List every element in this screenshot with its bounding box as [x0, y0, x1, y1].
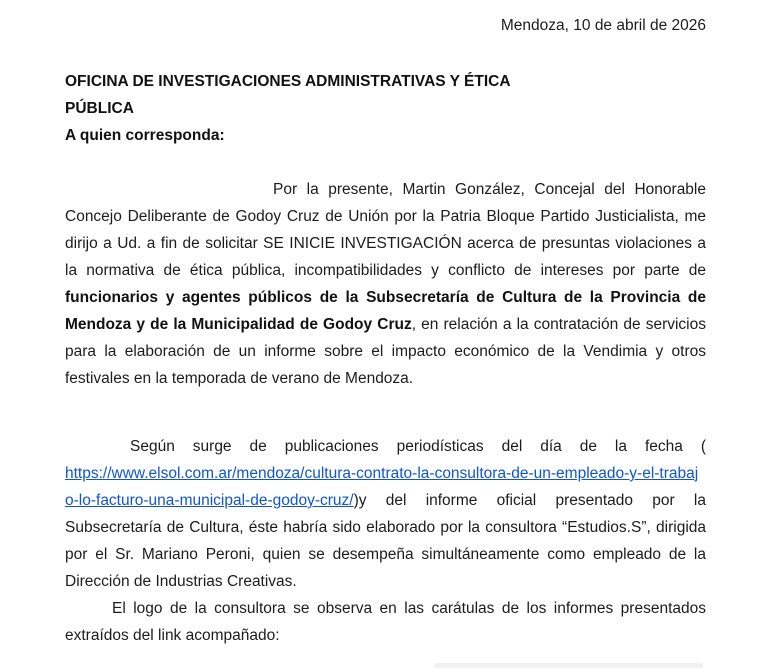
body-text: El logo de la consultora se observa en las carátulas de los informes presentados: [112, 600, 706, 617]
text-line: [65, 514, 706, 541]
date-line: Mendoza, 10 de abril de 2026: [500, 17, 706, 34]
text-line: [65, 568, 706, 595]
body-text: Por la presente, Martin González, Concejal del Honorable: [273, 181, 706, 198]
opening-paragraph: [65, 176, 706, 392]
text-line: [65, 203, 706, 230]
text-line: [65, 311, 706, 338]
body-text: Concejo Deliberante de Godoy Cruz de Unión por la Patria Bloque Partido Justicialista, me: [65, 208, 706, 225]
body-text: extraídos del link acompañado:: [65, 627, 280, 644]
text-line: [65, 460, 706, 487]
heading-line-1: OFICINA DE INVESTIGACIONES ADMINISTRATIVAS Y ÉTICA: [65, 73, 511, 90]
body-text: por el Sr. Mariano Peroni, quien se desempeña simultáneamente como empleado de la: [65, 546, 706, 563]
text-line: [65, 176, 706, 203]
body-text: , en relación a la contratación de servicios: [411, 316, 706, 333]
body-text: para la elaboración de un informe sobre el impacto económico de la Vendimia y otros: [65, 343, 706, 360]
text-line: [65, 230, 706, 257]
paragraphs: [65, 176, 706, 649]
bold-text: funcionarios y agentes públicos de la Subsecretaría de Cultura de la Provincia de: [65, 289, 706, 306]
logo-paragraph: [65, 595, 706, 649]
text-line: [65, 433, 706, 460]
document-heading: [65, 68, 706, 149]
article-link[interactable]: https://www.elsol.com.ar/mendoza/cultura-contrato-la-consultora-de-un-empleado-y-el-trabaj: [65, 465, 699, 482]
body-text: dirijo a Ud. a fin de solicitar SE INICIE INVESTIGACIÓN acerca de presuntas violaciones a: [65, 235, 706, 252]
text-line: [65, 541, 706, 568]
body-text: Según surge de publicaciones periodísticas del día de la fecha (: [130, 438, 706, 455]
body-text: la normativa de ética pública, incompatibilidades y conflicto de intereses por parte de: [65, 262, 706, 279]
body-text: Subsecretaría de Cultura, éste habría sido elaborado por la consultora “Estudios.S”, dirigida: [65, 519, 706, 536]
body-text: festivales en la temporada de verano de Mendoza.: [65, 370, 414, 387]
bold-text: Mendoza y de la Municipalidad de Godoy Cruz: [65, 316, 412, 333]
body-text: )y del informe oficial presentado por la: [353, 492, 706, 509]
text-line: [65, 338, 706, 365]
text-line: [65, 284, 706, 311]
body-text: Dirección de Industrias Creativas.: [65, 573, 297, 590]
article-link[interactable]: o-lo-facturo-una-municipal-de-godoy-cruz/: [65, 492, 354, 509]
salutation: A quien corresponda:: [65, 127, 225, 144]
heading-line-2: PÚBLICA: [65, 100, 134, 117]
sources-paragraph: [65, 433, 706, 595]
text-line: [65, 595, 706, 622]
text-line: [65, 622, 706, 649]
text-line: [65, 257, 706, 284]
text-line: [65, 365, 706, 392]
embedded-image-top-edge: [435, 663, 703, 668]
text-line: [65, 487, 706, 514]
